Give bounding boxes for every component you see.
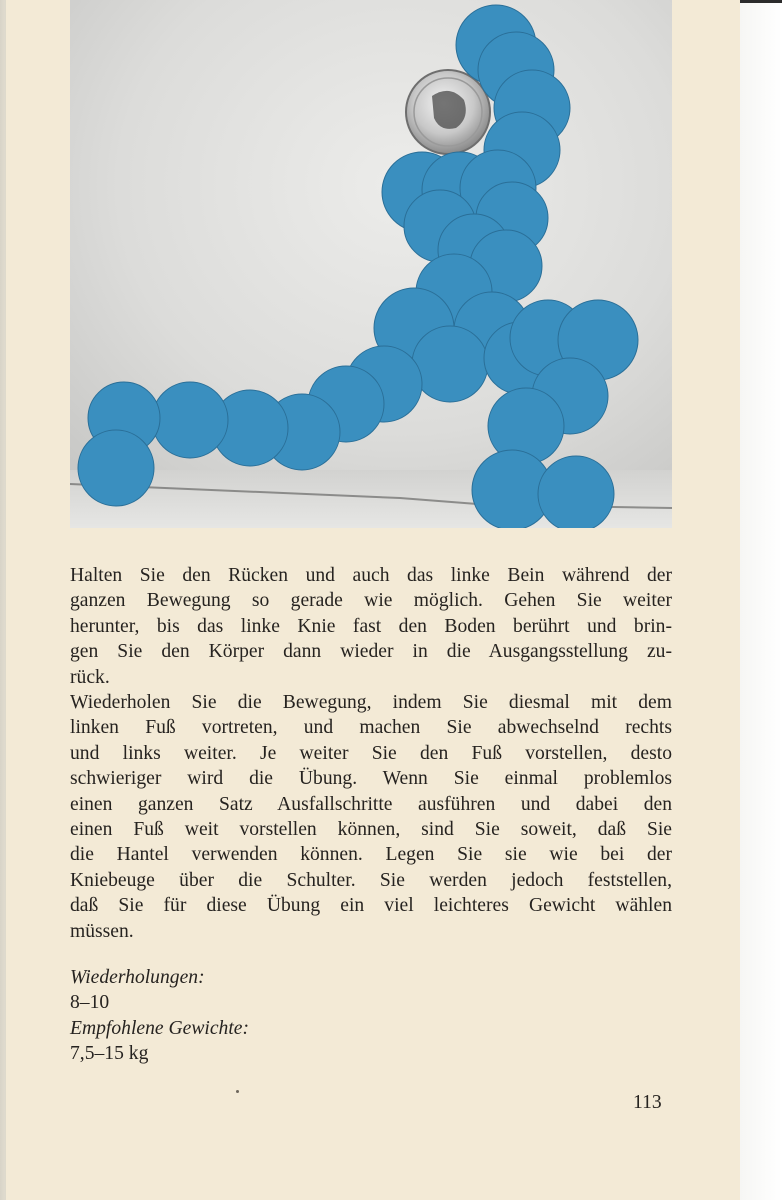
instruction-text [70,563,672,944]
disc-figure-illustration [70,0,672,528]
weights-value: 7,5–15 kg [70,1043,149,1065]
text-line: daß Sie für diese Übung ein viel leichteres Gewicht wählen [70,895,672,917]
text-line: Wiederholen Sie die Bewegung, indem Sie diesmal mit dem [70,692,672,714]
text-line: linken Fuß vortreten, und machen Sie abwechselnd rechts [70,717,672,739]
photo-background [70,0,672,528]
text-line: schwieriger wird die Übung. Wenn Sie einmal problemlos [70,768,672,790]
paper-speck [236,1090,239,1093]
weights-label: Empfohlene Gewichte: [70,1017,250,1039]
text-line: ganzen Bewegung so gerade wie möglich. Gehen Sie weiter [70,590,672,612]
coin-head [406,70,490,154]
exercise-photo [70,0,672,528]
scan-margin [740,0,782,1200]
scan-edge-line [740,0,782,3]
text-line: und links weiter. Je weiter Sie den Fuß vorstellen, desto [70,742,672,764]
text-line: müssen. [70,920,134,942]
repetitions-value: 8–10 [70,992,110,1014]
text-line: rück. [70,666,110,688]
text-line: einen ganzen Satz Ausfallschritte ausführen und dabei den [70,793,672,815]
repetitions-label: Wiederholungen: [70,967,205,988]
text-line: Kniebeuge über die Schulter. Sie werden jedoch feststellen, [70,869,672,891]
page-number: 113 [633,1092,662,1113]
text-line: gen Sie den Körper dann wieder in die Ausgangsstellung zu- [70,641,672,663]
text-line: Halten Sie den Rücken und auch das linke Bein während der [70,565,672,586]
exercise-specs [70,965,249,1067]
text-line: herunter, bis das linke Knie fast den Boden berührt und brin- [70,615,672,637]
text-line: einen Fuß weit vorstellen können, sind Sie soweit, daß Sie [70,819,672,841]
text-line: die Hantel verwenden können. Legen Sie sie wie bei der [70,844,672,866]
paragraph-1 [70,563,672,690]
paragraph-2 [70,690,672,944]
